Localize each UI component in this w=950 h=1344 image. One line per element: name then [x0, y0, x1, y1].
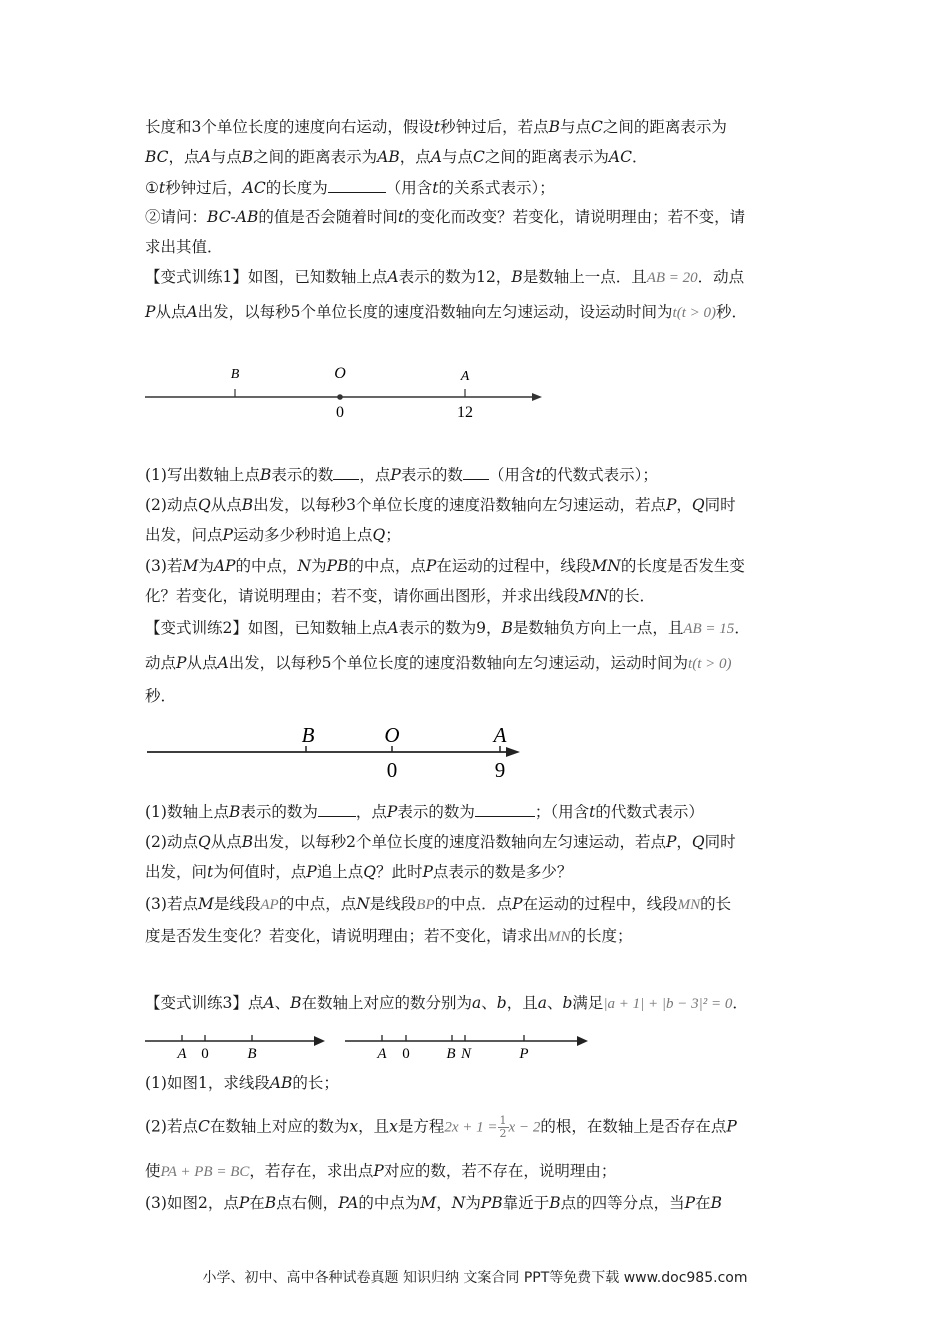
axis-arrow: [314, 1036, 325, 1046]
axis-arrow: [532, 393, 542, 401]
label-a: A: [377, 1046, 387, 1062]
label-a: A: [177, 1046, 187, 1062]
label-a: A: [493, 723, 507, 747]
label-zero: 0: [336, 404, 344, 421]
label-b: B: [247, 1046, 257, 1062]
label-nine: 9: [494, 758, 506, 782]
intro-question-2-cont: 求出其值．: [145, 238, 223, 256]
axis-arrow: [577, 1036, 588, 1046]
ex2-line-2: 动点P从点A出发，以每秒5个单位长度的速度沿数轴向左匀速运动，运动时间为t(t > 0): [145, 654, 732, 672]
label-zero: 0: [386, 758, 398, 782]
ex3-figure-2: [340, 1027, 595, 1063]
ex1-part-2: (2)动点Q从点B出发，以每秒3个单位长度的速度沿数轴向左匀速运动，若点P，Q同时: [145, 496, 736, 514]
answer-blank: [333, 463, 359, 480]
label-zero: 0: [402, 1046, 410, 1062]
ex3-part-3: (3)如图2，点P在B点右侧，PA的中点为M，N为PB靠近于B点的四等分点，当P在B: [145, 1194, 722, 1212]
ex3-part-1: (1)如图1，求线段AB的长；: [145, 1074, 339, 1092]
answer-blank: [328, 176, 386, 193]
ex3-part-2: (2)若点C在数轴上对应的数为x，且x是方程2x + 1 = $\frac{1}{2}$ x − 2的根，在数轴上是否存在点P: [145, 1114, 737, 1140]
ex3-part-2-cont: 使PA + PB = BC，若存在，求出点P对应的数，若不存在，说明理由；: [145, 1162, 617, 1180]
ex2-line-1: 【变式训练2】如图，已知数轴上点A表示的数为9，B是数轴负方向上一点，且AB = 15．: [145, 619, 750, 637]
label-o: O: [384, 723, 400, 747]
page-footer: 小学、初中、高中各种试卷真题 知识归纳 文案合同 PPT等免费下载 www.doc985.com: [202, 1270, 748, 1286]
ex1-part-1: (1)写出数轴上点B表示的数 ，点P表示的数 （用含t的代数式表示）；: [145, 463, 815, 486]
label-zero: 0: [201, 1046, 209, 1062]
ex1-line-2: P从点A出发，以每秒5个单位长度的速度沿数轴向左匀速运动，设运动时间为t(t > 0)秒．: [145, 303, 747, 321]
ex2-part-2-cont: 出发，问t为何值时，点P追上点Q？此时P点表示的数是多少？: [145, 863, 573, 881]
ex2-part-1: (1)数轴上点B表示的数为 ，点P表示的数为 ；（用含t的代数式表示）: [145, 800, 815, 823]
ex2-part-2: (2)动点Q从点B出发，以每秒2个单位长度的速度沿数轴向左匀速运动，若点P，Q同时: [145, 833, 736, 851]
ex1-part-3: (3)若M为AP的中点，N为PB的中点，点P在运动的过程中，线段MN的长度是否发生变: [145, 557, 745, 575]
answer-blank: [475, 800, 535, 817]
ex1-part-3-cont: 化？若变化，请说明理由；若不变，请你画出图形，并求出线段MN的长．: [145, 587, 655, 605]
ex1-part-2-cont: 出发，问点P运动多少秒时追上点Q；: [145, 526, 401, 544]
ex2-part-3-cont: 度是否发生变化？若变化，请说明理由；若不变化，请求出MN的长度；: [145, 927, 633, 945]
ex2-number-line-figure: [140, 722, 540, 784]
ex2-part-3: (3)若点M是线段AP的中点，点N是线段BP的中点．点P在运动的过程中，线段MN的长: [145, 895, 732, 913]
ex3-line-1: 【变式训练3】点A、B在数轴上对应的数分别为a、b，且a、b满足|a + 1| + |b − 3|² = 0．: [145, 994, 748, 1012]
intro-question-2: ②请问：BC-AB的值是否会随着时间t的变化而改变？若变化，请说明理由；若不变，请: [145, 208, 746, 226]
label-p: P: [519, 1046, 529, 1062]
label-b: B: [230, 367, 240, 382]
ex1-line-1: 【变式训练1】如图，已知数轴上点A表示的数为12，B是数轴上一点．且AB = 20．动点: [145, 268, 745, 286]
label-twelve: 12: [457, 404, 473, 421]
intro-line-2: BC，点A与点B之间的距离表示为AB，点A与点C之间的距离表示为AC．: [145, 148, 648, 166]
ex3-figure-1: [140, 1027, 330, 1063]
ex2-line-3: 秒．: [145, 687, 177, 705]
intro-line-1: 长度和3个单位长度的速度向右运动，假设t秒钟过后，若点B与点C之间的距离表示为: [145, 118, 727, 136]
label-o: O: [334, 365, 346, 382]
intro-question-1: ①t秒钟过后，AC的长度为 （用含t的关系式表示）；: [145, 176, 815, 199]
answer-blank: [318, 800, 356, 817]
label-a: A: [460, 369, 470, 384]
axis-arrow: [506, 747, 520, 757]
origin-dot: [337, 394, 343, 400]
fraction: $\frac{1}{2}$: [499, 1114, 507, 1140]
label-n: N: [460, 1046, 472, 1062]
answer-blank: [463, 463, 489, 480]
label-b: B: [446, 1046, 456, 1062]
ex1-number-line-figure: [140, 355, 550, 425]
label-b: B: [301, 723, 315, 747]
